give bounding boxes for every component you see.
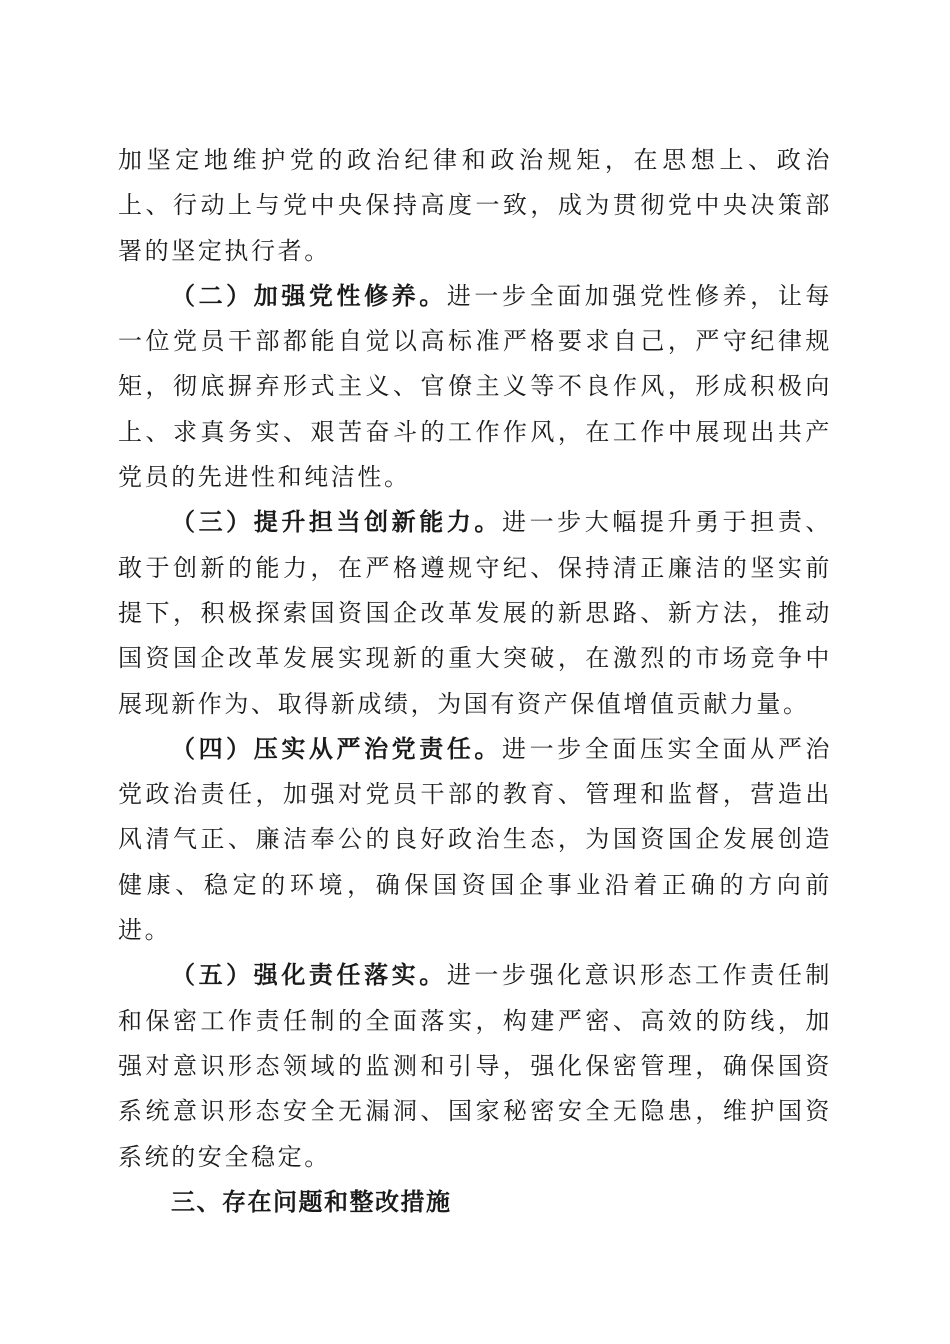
paragraph-body: 进一步全面加强党性修养，让每一位党员干部都能自觉以高标准严格要求自己，严守纪律规矩，彻底摒弃形式主义、官僚主义等不良作风，形成积极向上、求真务实、艰苦奋斗的工作作风，在工作中展现出共产党员的先进性和纯洁性。 — [118, 281, 832, 492]
paragraph-item-4 — [118, 727, 832, 953]
paragraph-body: 进一步全面压实全面从严治党政治责任，加强对党员干部的教育、管理和监督，营造出风清气正、廉洁奉公的良好政治生态，为国资国企发展创造健康、稳定的环境，确保国资国企事业沿着正确的方向前进。 — [118, 734, 833, 945]
paragraph-body: 进一步强化意识形态工作责任制和保密工作责任制的全面落实，构建严密、高效的防线，加强对意识形态领域的监测和引导，强化保密管理，确保国资系统意识形态安全无漏洞、国家秘密安全无隐患，维护国资系统的安全稳定。 — [118, 961, 832, 1171]
paragraph-continuation — [118, 138, 832, 274]
paragraph-lead: （四）压实从严治党责任。 — [171, 734, 502, 763]
document-body — [118, 138, 832, 1225]
paragraph-item-3 — [118, 500, 832, 726]
paragraph-item-5 — [118, 953, 832, 1179]
paragraph-lead: （五）强化责任落实。 — [171, 961, 447, 990]
paragraph-lead: （三）提升担当创新能力。 — [171, 508, 502, 537]
paragraph-body: 进一步大幅提升勇于担责、敢于创新的能力，在严格遵规守纪、保持清正廉洁的坚实前提下，积极探索国资国企改革发展的新思路、新方法，推动国资国企改革发展实现新的重大突破，在激烈的市场竞争中展现新作为、取得新成绩，为国有资产保值增值贡献力量。 — [118, 508, 833, 718]
section-heading: 三、存在问题和整改措施 — [171, 1187, 452, 1216]
paragraph-body: 加坚定地维护党的政治纪律和政治规矩，在思想上、政治上、行动上与党中央保持高度一致，成为贯彻党中央决策部署的坚定执行者。 — [118, 146, 832, 265]
paragraph-item-2 — [118, 274, 832, 500]
paragraph-lead: （二）加强党性修养。 — [171, 281, 447, 310]
